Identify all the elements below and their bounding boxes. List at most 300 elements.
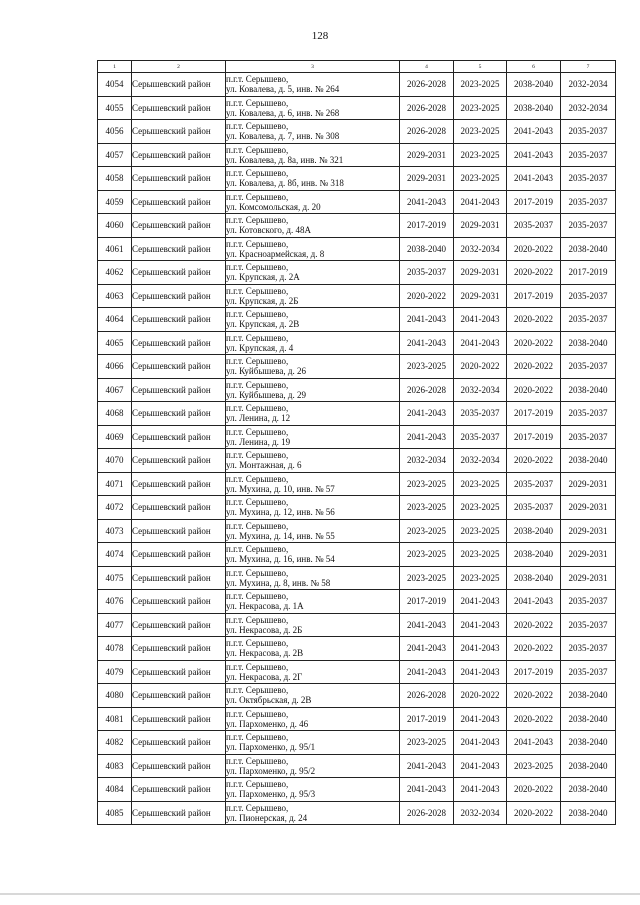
period-cell-col4: 2026-2028 bbox=[400, 801, 454, 825]
period-cell-col4: 2026-2028 bbox=[400, 73, 454, 97]
address-settlement: п.г.т. Серышево, bbox=[226, 285, 289, 296]
row-number: 4065 bbox=[98, 331, 132, 355]
address-cell bbox=[226, 308, 400, 332]
table-row bbox=[98, 190, 616, 214]
district-cell: Серышевский район bbox=[132, 496, 226, 520]
table-row bbox=[98, 660, 616, 684]
table-row bbox=[98, 472, 616, 496]
address-street: ул. Мухина, д. 10, инв. № 57 bbox=[226, 483, 335, 494]
address-street: ул. Куйбышева, д. 29 bbox=[226, 389, 306, 400]
column-header: 1 bbox=[98, 61, 132, 73]
district-cell: Серышевский район bbox=[132, 167, 226, 191]
row-number: 4067 bbox=[98, 378, 132, 402]
period-cell-col5: 2041-2043 bbox=[454, 590, 507, 614]
period-cell-col4: 2041-2043 bbox=[400, 778, 454, 802]
district-cell: Серышевский район bbox=[132, 472, 226, 496]
table-row bbox=[98, 96, 616, 120]
address-street: ул. Монтажная, д. 6 bbox=[226, 460, 302, 471]
period-cell-col6: 2020-2022 bbox=[507, 378, 561, 402]
row-number: 4057 bbox=[98, 143, 132, 167]
period-cell-col7: 2038-2040 bbox=[561, 707, 616, 731]
period-cell-col5: 2032-2034 bbox=[454, 449, 507, 473]
table-row bbox=[98, 402, 616, 426]
address-street: ул. Пархоменко, д. 95/3 bbox=[226, 789, 316, 800]
address-settlement: п.г.т. Серышево, bbox=[226, 97, 289, 108]
address-settlement: п.г.т. Серышево, bbox=[226, 238, 289, 249]
table-row bbox=[98, 214, 616, 238]
period-cell-col4: 2023-2025 bbox=[400, 731, 454, 755]
address-cell bbox=[226, 261, 400, 285]
district-cell: Серышевский район bbox=[132, 566, 226, 590]
address-cell bbox=[226, 684, 400, 708]
period-cell-col5: 2029-2031 bbox=[454, 284, 507, 308]
period-cell-col5: 2029-2031 bbox=[454, 214, 507, 238]
table-row bbox=[98, 308, 616, 332]
address-street: ул. Котовского, д. 48А bbox=[226, 225, 311, 236]
address-cell bbox=[226, 190, 400, 214]
period-cell-col7: 2038-2040 bbox=[561, 378, 616, 402]
address-street: ул. Ковалева, д. 8а, инв. № 321 bbox=[226, 154, 344, 165]
table-row bbox=[98, 143, 616, 167]
address-street: ул. Крупская, д. 2В bbox=[226, 319, 300, 330]
period-cell-col4: 2041-2043 bbox=[400, 190, 454, 214]
district-cell: Серышевский район bbox=[132, 684, 226, 708]
period-cell-col5: 2023-2025 bbox=[454, 143, 507, 167]
district-cell: Серышевский район bbox=[132, 637, 226, 661]
table-row bbox=[98, 637, 616, 661]
row-number: 4077 bbox=[98, 613, 132, 637]
period-cell-col5: 2032-2034 bbox=[454, 237, 507, 261]
period-cell-col4: 2020-2022 bbox=[400, 284, 454, 308]
address-settlement: п.г.т. Серышево, bbox=[226, 426, 289, 437]
period-cell-col6: 2020-2022 bbox=[507, 261, 561, 285]
row-number: 4054 bbox=[98, 73, 132, 97]
period-cell-col6: 2020-2022 bbox=[507, 684, 561, 708]
period-cell-col5: 2041-2043 bbox=[454, 660, 507, 684]
period-cell-col7: 2038-2040 bbox=[561, 754, 616, 778]
period-cell-col6: 2041-2043 bbox=[507, 731, 561, 755]
period-cell-col5: 2023-2025 bbox=[454, 566, 507, 590]
table-row bbox=[98, 355, 616, 379]
row-number: 4074 bbox=[98, 543, 132, 567]
period-cell-col6: 2020-2022 bbox=[507, 637, 561, 661]
period-cell-col5: 2035-2037 bbox=[454, 402, 507, 426]
period-cell-col7: 2035-2037 bbox=[561, 590, 616, 614]
address-cell bbox=[226, 143, 400, 167]
period-cell-col4: 2041-2043 bbox=[400, 637, 454, 661]
address-cell bbox=[226, 660, 400, 684]
district-cell: Серышевский район bbox=[132, 378, 226, 402]
row-number: 4081 bbox=[98, 707, 132, 731]
address-settlement: п.г.т. Серышево, bbox=[226, 591, 289, 602]
period-cell-col7: 2035-2037 bbox=[561, 355, 616, 379]
period-cell-col6: 2035-2037 bbox=[507, 472, 561, 496]
period-cell-col7: 2038-2040 bbox=[561, 684, 616, 708]
period-cell-col5: 2023-2025 bbox=[454, 472, 507, 496]
period-cell-col4: 2017-2019 bbox=[400, 707, 454, 731]
period-cell-col6: 2017-2019 bbox=[507, 402, 561, 426]
table-row bbox=[98, 261, 616, 285]
address-street: ул. Некрасова, д. 1А bbox=[226, 601, 304, 612]
address-street: ул. Некрасова, д. 2Г bbox=[226, 671, 303, 682]
period-cell-col4: 2026-2028 bbox=[400, 684, 454, 708]
address-settlement: п.г.т. Серышево, bbox=[226, 74, 289, 85]
period-cell-col4: 2017-2019 bbox=[400, 214, 454, 238]
table-row bbox=[98, 167, 616, 191]
row-number: 4083 bbox=[98, 754, 132, 778]
table-row bbox=[98, 73, 616, 97]
period-cell-col4: 2023-2025 bbox=[400, 496, 454, 520]
district-cell: Серышевский район bbox=[132, 778, 226, 802]
period-cell-col4: 2023-2025 bbox=[400, 566, 454, 590]
address-cell bbox=[226, 707, 400, 731]
district-cell: Серышевский район bbox=[132, 754, 226, 778]
address-cell bbox=[226, 637, 400, 661]
period-cell-col5: 2041-2043 bbox=[454, 731, 507, 755]
table-row bbox=[98, 754, 616, 778]
address-cell bbox=[226, 402, 400, 426]
period-cell-col6: 2035-2037 bbox=[507, 214, 561, 238]
address-settlement: п.г.т. Серышево, bbox=[226, 520, 289, 531]
period-cell-col7: 2035-2037 bbox=[561, 308, 616, 332]
table-row bbox=[98, 566, 616, 590]
table-row bbox=[98, 543, 616, 567]
period-cell-col4: 2026-2028 bbox=[400, 96, 454, 120]
address-street: ул. Крупская, д. 4 bbox=[226, 342, 294, 353]
row-number: 4068 bbox=[98, 402, 132, 426]
period-cell-col6: 2020-2022 bbox=[507, 355, 561, 379]
period-cell-col4: 2041-2043 bbox=[400, 308, 454, 332]
address-cell bbox=[226, 496, 400, 520]
address-settlement: п.г.т. Серышево, bbox=[226, 473, 289, 484]
table-row bbox=[98, 590, 616, 614]
row-number: 4075 bbox=[98, 566, 132, 590]
period-cell-col6: 2017-2019 bbox=[507, 190, 561, 214]
period-cell-col4: 2038-2040 bbox=[400, 237, 454, 261]
period-cell-col6: 2038-2040 bbox=[507, 519, 561, 543]
district-cell: Серышевский район bbox=[132, 143, 226, 167]
address-cell bbox=[226, 519, 400, 543]
district-cell: Серышевский район bbox=[132, 425, 226, 449]
address-street: ул. Пархоменко, д. 46 bbox=[226, 718, 309, 729]
period-cell-col7: 2038-2040 bbox=[561, 449, 616, 473]
table-row bbox=[98, 496, 616, 520]
table-row bbox=[98, 378, 616, 402]
table-header bbox=[98, 61, 616, 73]
period-cell-col4: 2023-2025 bbox=[400, 472, 454, 496]
address-settlement: п.г.т. Серышево, bbox=[226, 379, 289, 390]
period-cell-col7: 2035-2037 bbox=[561, 120, 616, 144]
table-row bbox=[98, 778, 616, 802]
address-street: ул. Пархоменко, д. 95/1 bbox=[226, 742, 316, 753]
district-cell: Серышевский район bbox=[132, 801, 226, 825]
column-header: 7 bbox=[561, 61, 616, 73]
district-cell: Серышевский район bbox=[132, 331, 226, 355]
period-cell-col6: 2017-2019 bbox=[507, 284, 561, 308]
period-cell-col5: 2041-2043 bbox=[454, 778, 507, 802]
period-cell-col6: 2041-2043 bbox=[507, 120, 561, 144]
table-row bbox=[98, 331, 616, 355]
district-cell: Серышевский район bbox=[132, 120, 226, 144]
period-cell-col6: 2017-2019 bbox=[507, 425, 561, 449]
row-number: 4063 bbox=[98, 284, 132, 308]
address-settlement: п.г.т. Серышево, bbox=[226, 168, 289, 179]
address-street: ул. Октябрьская, д. 2В bbox=[226, 695, 312, 706]
row-number: 4066 bbox=[98, 355, 132, 379]
address-street: ул. Куйбышева, д. 26 bbox=[226, 366, 306, 377]
scan-border-line bbox=[0, 893, 640, 895]
table-row bbox=[98, 801, 616, 825]
period-cell-col7: 2035-2037 bbox=[561, 660, 616, 684]
district-cell: Серышевский район bbox=[132, 308, 226, 332]
address-street: ул. Ковалева, д. 6, инв. № 268 bbox=[226, 107, 340, 118]
address-settlement: п.г.т. Серышево, bbox=[226, 708, 289, 719]
district-cell: Серышевский район bbox=[132, 214, 226, 238]
row-number: 4073 bbox=[98, 519, 132, 543]
address-cell bbox=[226, 378, 400, 402]
table-row bbox=[98, 731, 616, 755]
address-street: ул. Мухина, д. 12, инв. № 56 bbox=[226, 507, 335, 518]
repair-schedule-table bbox=[97, 60, 616, 825]
district-cell: Серышевский район bbox=[132, 73, 226, 97]
table-row bbox=[98, 707, 616, 731]
period-cell-col7: 2029-2031 bbox=[561, 496, 616, 520]
address-street: ул. Ковалева, д. 8б, инв. № 318 bbox=[226, 178, 344, 189]
period-cell-col5: 2041-2043 bbox=[454, 637, 507, 661]
address-street: ул. Некрасова, д. 2В bbox=[226, 648, 304, 659]
period-cell-col6: 2020-2022 bbox=[507, 778, 561, 802]
period-cell-col4: 2041-2043 bbox=[400, 660, 454, 684]
period-cell-col5: 2032-2034 bbox=[454, 801, 507, 825]
address-settlement: п.г.т. Серышево, bbox=[226, 685, 289, 696]
table-body bbox=[98, 73, 616, 825]
column-header: 3 bbox=[226, 61, 400, 73]
row-number: 4058 bbox=[98, 167, 132, 191]
row-number: 4060 bbox=[98, 214, 132, 238]
period-cell-col6: 2020-2022 bbox=[507, 449, 561, 473]
period-cell-col6: 2035-2037 bbox=[507, 496, 561, 520]
district-cell: Серышевский район bbox=[132, 519, 226, 543]
period-cell-col5: 2023-2025 bbox=[454, 120, 507, 144]
period-cell-col5: 2023-2025 bbox=[454, 496, 507, 520]
period-cell-col7: 2035-2037 bbox=[561, 167, 616, 191]
period-cell-col7: 2029-2031 bbox=[561, 566, 616, 590]
address-cell bbox=[226, 778, 400, 802]
period-cell-col6: 2041-2043 bbox=[507, 590, 561, 614]
page-number: 128 bbox=[311, 30, 329, 42]
period-cell-col7: 2035-2037 bbox=[561, 425, 616, 449]
period-cell-col7: 2032-2034 bbox=[561, 96, 616, 120]
address-cell bbox=[226, 237, 400, 261]
period-cell-col5: 2023-2025 bbox=[454, 96, 507, 120]
row-number: 4064 bbox=[98, 308, 132, 332]
period-cell-col4: 2041-2043 bbox=[400, 613, 454, 637]
period-cell-col7: 2017-2019 bbox=[561, 261, 616, 285]
district-cell: Серышевский район bbox=[132, 284, 226, 308]
period-cell-col5: 2041-2043 bbox=[454, 613, 507, 637]
row-number: 4076 bbox=[98, 590, 132, 614]
row-number: 4080 bbox=[98, 684, 132, 708]
address-street: ул. Крупская, д. 2Б bbox=[226, 295, 299, 306]
address-settlement: п.г.т. Серышево, bbox=[226, 450, 289, 461]
period-cell-col5: 2029-2031 bbox=[454, 261, 507, 285]
table-row bbox=[98, 237, 616, 261]
district-cell: Серышевский район bbox=[132, 237, 226, 261]
column-header: 4 bbox=[400, 61, 454, 73]
period-cell-col5: 2032-2034 bbox=[454, 378, 507, 402]
period-cell-col7: 2038-2040 bbox=[561, 778, 616, 802]
row-number: 4059 bbox=[98, 190, 132, 214]
period-cell-col4: 2026-2028 bbox=[400, 120, 454, 144]
address-settlement: п.г.т. Серышево, bbox=[226, 403, 289, 414]
row-number: 4056 bbox=[98, 120, 132, 144]
period-cell-col4: 2041-2043 bbox=[400, 331, 454, 355]
row-number: 4078 bbox=[98, 637, 132, 661]
row-number: 4071 bbox=[98, 472, 132, 496]
address-settlement: п.г.т. Серышево, bbox=[226, 309, 289, 320]
address-settlement: п.г.т. Серышево, bbox=[226, 121, 289, 132]
row-number: 4069 bbox=[98, 425, 132, 449]
address-street: ул. Мухина, д. 8, инв. № 58 bbox=[226, 577, 331, 588]
period-cell-col5: 2041-2043 bbox=[454, 331, 507, 355]
period-cell-col4: 2032-2034 bbox=[400, 449, 454, 473]
address-cell bbox=[226, 355, 400, 379]
district-cell: Серышевский район bbox=[132, 590, 226, 614]
address-cell bbox=[226, 613, 400, 637]
address-street: ул. Мухина, д. 16, инв. № 54 bbox=[226, 554, 335, 565]
column-header: 5 bbox=[454, 61, 507, 73]
address-settlement: п.г.т. Серышево, bbox=[226, 661, 289, 672]
address-cell bbox=[226, 590, 400, 614]
period-cell-col6: 2020-2022 bbox=[507, 308, 561, 332]
table-row bbox=[98, 284, 616, 308]
period-cell-col7: 2038-2040 bbox=[561, 331, 616, 355]
period-cell-col7: 2035-2037 bbox=[561, 214, 616, 238]
row-number: 4072 bbox=[98, 496, 132, 520]
period-cell-col6: 2038-2040 bbox=[507, 73, 561, 97]
row-number: 4084 bbox=[98, 778, 132, 802]
address-cell bbox=[226, 801, 400, 825]
address-settlement: п.г.т. Серышево, bbox=[226, 755, 289, 766]
row-number: 4055 bbox=[98, 96, 132, 120]
address-settlement: п.г.т. Серышево, bbox=[226, 802, 289, 813]
period-cell-col5: 2035-2037 bbox=[454, 425, 507, 449]
district-cell: Серышевский район bbox=[132, 355, 226, 379]
period-cell-col7: 2035-2037 bbox=[561, 637, 616, 661]
address-settlement: п.г.т. Серышево, bbox=[226, 144, 289, 155]
period-cell-col4: 2041-2043 bbox=[400, 425, 454, 449]
address-settlement: п.г.т. Серышево, bbox=[226, 262, 289, 273]
row-number: 4082 bbox=[98, 731, 132, 755]
address-cell bbox=[226, 543, 400, 567]
period-cell-col4: 2023-2025 bbox=[400, 543, 454, 567]
district-cell: Серышевский район bbox=[132, 660, 226, 684]
district-cell: Серышевский район bbox=[132, 402, 226, 426]
table-row bbox=[98, 613, 616, 637]
period-cell-col4: 2029-2031 bbox=[400, 167, 454, 191]
district-cell: Серышевский район bbox=[132, 543, 226, 567]
address-settlement: п.г.т. Серышево, bbox=[226, 497, 289, 508]
period-cell-col4: 2017-2019 bbox=[400, 590, 454, 614]
row-number: 4079 bbox=[98, 660, 132, 684]
address-street: ул. Пархоменко, д. 95/2 bbox=[226, 765, 316, 776]
address-street: ул. Красноармейская, д. 8 bbox=[226, 248, 325, 259]
period-cell-col6: 2020-2022 bbox=[507, 613, 561, 637]
address-cell bbox=[226, 284, 400, 308]
district-cell: Серышевский район bbox=[132, 190, 226, 214]
address-cell bbox=[226, 167, 400, 191]
address-street: ул. Пионерская, д. 24 bbox=[226, 812, 308, 823]
address-street: ул. Комсомольская, д. 20 bbox=[226, 201, 321, 212]
period-cell-col7: 2032-2034 bbox=[561, 73, 616, 97]
period-cell-col5: 2023-2025 bbox=[454, 519, 507, 543]
period-cell-col7: 2038-2040 bbox=[561, 801, 616, 825]
address-settlement: п.г.т. Серышево, bbox=[226, 215, 289, 226]
period-cell-col7: 2038-2040 bbox=[561, 237, 616, 261]
district-cell: Серышевский район bbox=[132, 707, 226, 731]
period-cell-col5: 2041-2043 bbox=[454, 308, 507, 332]
row-number: 4061 bbox=[98, 237, 132, 261]
address-cell bbox=[226, 120, 400, 144]
period-cell-col4: 2026-2028 bbox=[400, 378, 454, 402]
column-number-row bbox=[98, 61, 616, 73]
district-cell: Серышевский район bbox=[132, 261, 226, 285]
address-cell bbox=[226, 425, 400, 449]
table-row bbox=[98, 519, 616, 543]
period-cell-col6: 2017-2019 bbox=[507, 660, 561, 684]
address-cell bbox=[226, 472, 400, 496]
period-cell-col6: 2020-2022 bbox=[507, 331, 561, 355]
period-cell-col4: 2041-2043 bbox=[400, 754, 454, 778]
address-street: ул. Ковалева, д. 7, инв. № 308 bbox=[226, 131, 340, 142]
period-cell-col5: 2041-2043 bbox=[454, 190, 507, 214]
address-cell bbox=[226, 731, 400, 755]
address-settlement: п.г.т. Серышево, bbox=[226, 544, 289, 555]
period-cell-col7: 2029-2031 bbox=[561, 543, 616, 567]
period-cell-col7: 2035-2037 bbox=[561, 190, 616, 214]
period-cell-col4: 2023-2025 bbox=[400, 519, 454, 543]
period-cell-col4: 2029-2031 bbox=[400, 143, 454, 167]
table-row bbox=[98, 425, 616, 449]
table-row bbox=[98, 120, 616, 144]
period-cell-col6: 2038-2040 bbox=[507, 566, 561, 590]
period-cell-col7: 2029-2031 bbox=[561, 472, 616, 496]
row-number: 4062 bbox=[98, 261, 132, 285]
column-header: 2 bbox=[132, 61, 226, 73]
period-cell-col6: 2041-2043 bbox=[507, 167, 561, 191]
address-cell bbox=[226, 449, 400, 473]
address-street: ул. Некрасова, д. 2Б bbox=[226, 624, 303, 635]
address-settlement: п.г.т. Серышево, bbox=[226, 356, 289, 367]
district-cell: Серышевский район bbox=[132, 731, 226, 755]
district-cell: Серышевский район bbox=[132, 449, 226, 473]
period-cell-col6: 2023-2025 bbox=[507, 754, 561, 778]
period-cell-col5: 2041-2043 bbox=[454, 707, 507, 731]
address-settlement: п.г.т. Серышево, bbox=[226, 779, 289, 790]
address-street: ул. Ленина, д. 19 bbox=[226, 436, 291, 447]
address-cell bbox=[226, 754, 400, 778]
row-number: 4070 bbox=[98, 449, 132, 473]
address-settlement: п.г.т. Серышево, bbox=[226, 191, 289, 202]
period-cell-col5: 2020-2022 bbox=[454, 684, 507, 708]
period-cell-col7: 2035-2037 bbox=[561, 143, 616, 167]
period-cell-col7: 2035-2037 bbox=[561, 402, 616, 426]
period-cell-col5: 2023-2025 bbox=[454, 73, 507, 97]
period-cell-col6: 2038-2040 bbox=[507, 96, 561, 120]
period-cell-col6: 2020-2022 bbox=[507, 801, 561, 825]
period-cell-col7: 2035-2037 bbox=[561, 284, 616, 308]
table-row bbox=[98, 684, 616, 708]
